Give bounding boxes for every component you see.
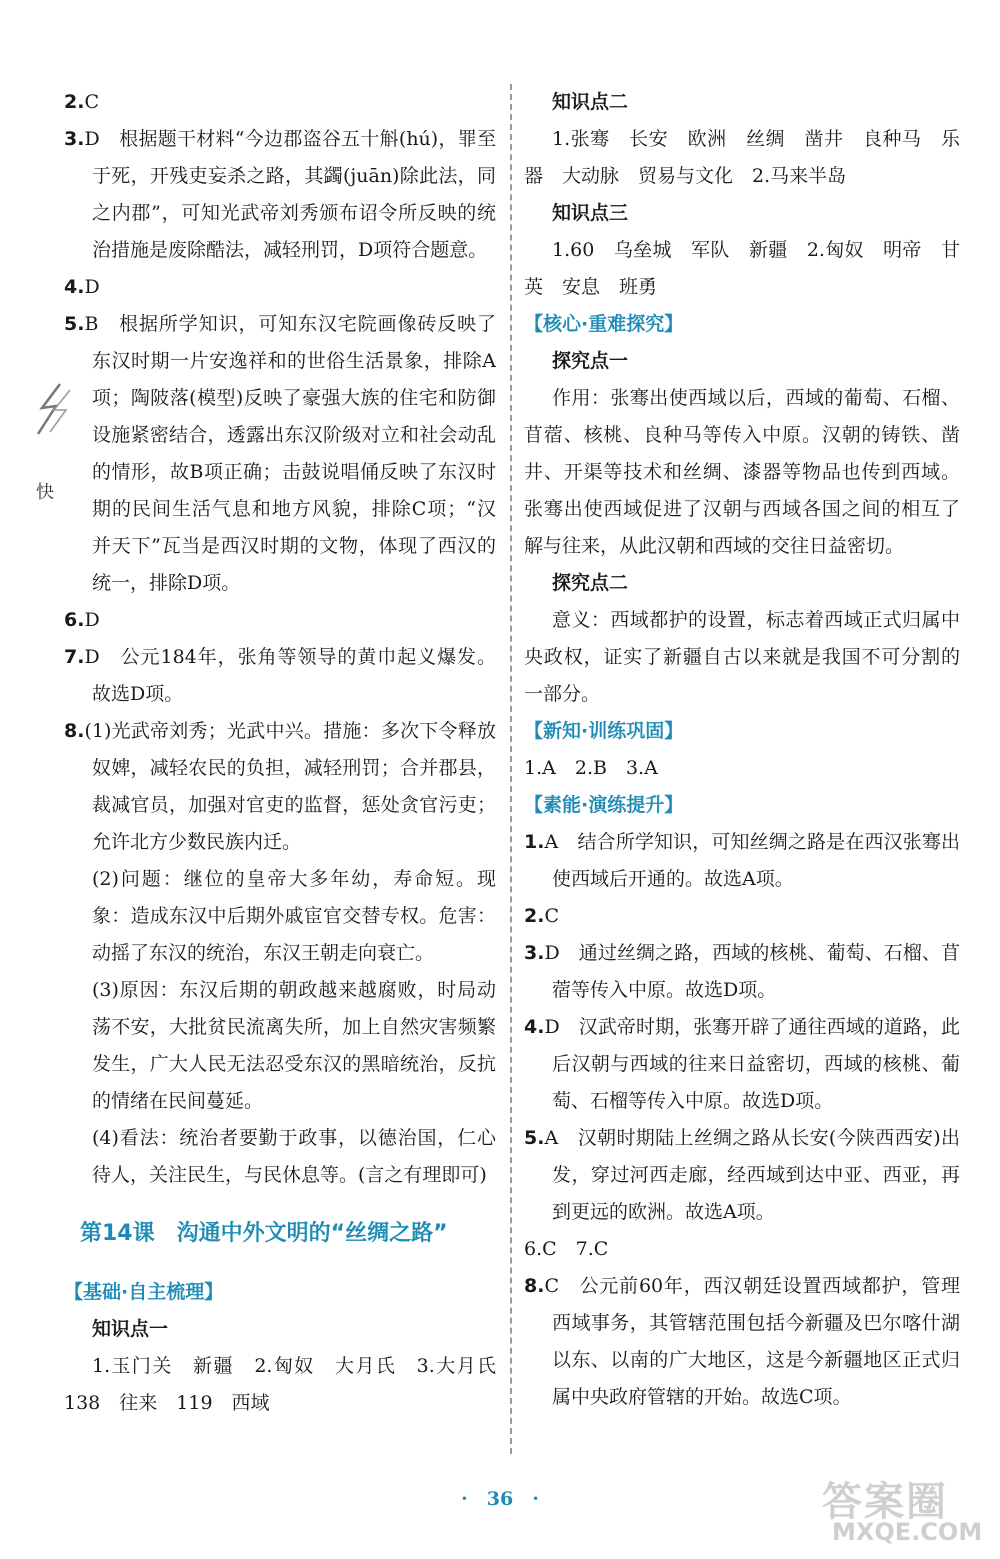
- answer-text: D: [84, 276, 100, 298]
- answer-number: 3.: [524, 942, 545, 964]
- answer-line: 6.C 7.C: [524, 1238, 609, 1260]
- column-divider: [510, 84, 512, 1454]
- answer-text: D: [84, 609, 100, 631]
- paragraph: 作用：张骞出使西域以后，西域的葡萄、石榴、苜蓿、核桃、良种马等传入中原。汉朝的铸铁、凿井、开渠等技术和丝绸、漆器等物品也传到西域。张骞出使西域促进了汉朝与西域各国之间的相互了解与往来，从此汉朝和西域的交往日益密切。: [524, 387, 960, 557]
- paragraph: 1.张骞 长安 欧洲 丝绸 凿井 良种马 乐器 大动脉 贸易与文化 2.马来半岛: [524, 128, 960, 187]
- answer-subitem: (4)看法：统治者要勤于政事，以德治国，仁心待人，关注民生，与民休息等。(言之有理即可): [92, 1127, 496, 1186]
- answer-text: D 公元184年，张角等领导的黄巾起义爆发。故选D项。: [84, 646, 496, 705]
- answer-text: B 根据所学知识，可知东汉宅院画像砖反映了东汉时期一片安逸祥和的世俗生活景象，排除A项；陶陂落(模型)反映了豪强大族的住宅和防御设施紧密结合，透露出东汉阶级对立和社会动乱的情形，故B项正确；击鼓说唱俑反映了东汉时期的民间生活气息和地方风貌，排除C项；“汉并天下”瓦当是西汉时期的文物，体现了西汉的统一，排除D项。: [84, 313, 496, 594]
- answer-item: [524, 1120, 960, 1231]
- answer-text: A 结合所学知识，可知丝绸之路是在西汉张骞出使西域后开通的。故选A项。: [544, 831, 960, 890]
- answer-text: (1)光武帝刘秀；光武中兴。措施：多次下令释放奴婢，减轻农民的负担，减轻刑罚；合并郡县，裁减官员，加强对官吏的监督，惩处贪官污吏；允许北方少数民族内迁。: [84, 720, 496, 853]
- side-watermark: 快: [36, 482, 54, 503]
- answer-line: 1.A 2.B 3.A: [524, 757, 658, 779]
- answer-item: [524, 1009, 960, 1120]
- answer-item: [64, 84, 496, 121]
- answer-item: [524, 1268, 960, 1416]
- answer-number: 1.: [524, 831, 545, 853]
- section-heading: 【新知·训练巩固】: [524, 720, 684, 742]
- answer-subitem: (2)问题：继位的皇帝大多年幼，寿命短。现象：造成东汉中后期外戚宦官交替专权。危害：动摇了东汉的统治，东汉王朝走向衰亡。: [92, 868, 496, 964]
- answer-number: 5.: [524, 1127, 545, 1149]
- page-number: · 36 ·: [461, 1488, 539, 1510]
- watermark-logo-text: 答案圈: [822, 1479, 948, 1525]
- answer-number: 4.: [64, 276, 85, 298]
- answer-text: C: [544, 905, 559, 927]
- watermark-logo: [812, 1470, 988, 1554]
- answer-number: 7.: [64, 646, 85, 668]
- paragraph: 1.60 乌垒城 军队 新疆 2.匈奴 明帝 甘英 安息 班勇: [524, 239, 960, 298]
- answer-item: [64, 602, 496, 639]
- answer-item: [524, 824, 960, 898]
- right-column: [524, 84, 960, 1416]
- section-heading: 【素能·演练提升】: [524, 794, 684, 816]
- section-heading: 【核心·重难探究】: [524, 313, 684, 335]
- answer-number: 2.: [524, 905, 545, 927]
- answer-item: [64, 269, 496, 306]
- lesson-title: 第14课 沟通中外文明的“丝绸之路”: [80, 1221, 448, 1246]
- subsection-heading: 探究点一: [552, 350, 629, 372]
- subsection-heading: 知识点三: [552, 202, 629, 224]
- answer-text: D 通过丝绸之路，西域的核桃、葡萄、石榴、苜蓿等传入中原。故选D项。: [544, 942, 960, 1001]
- section-heading: 【基础·自主梳理】: [64, 1281, 224, 1303]
- answer-subitem: (3)原因：东汉后期的朝政越来越腐败，时局动荡不安，大批贫民流离失所，加上自然灾害频繁发生，广大人民无法忍受东汉的黑暗统治，反抗的情绪在民间蔓延。: [92, 979, 496, 1112]
- answer-text: D 汉武帝时期，张骞开辟了通往西域的道路，此后汉朝与西域的往来日益密切，西域的核桃、葡萄、石榴等传入中原。故选D项。: [544, 1016, 960, 1112]
- subsection-heading: 探究点二: [552, 572, 629, 594]
- answer-item: [64, 639, 496, 713]
- answer-item: [64, 306, 496, 602]
- answer-number: 2.: [64, 91, 85, 113]
- subsection-heading: 知识点一: [92, 1318, 169, 1340]
- answer-item: [524, 935, 960, 1009]
- answer-text: D 根据题干材料“今边郡盗谷五十斛(hú)，罪至于死，开残吏妄杀之路，其蠲(juān)除此法，同之内郡”，可知光武帝刘秀颁布诏令所反映的统治措施是废除酷法，减轻刑罚，D项符合题意。: [84, 128, 496, 261]
- answer-number: 5.: [64, 313, 85, 335]
- left-column: [64, 84, 516, 1422]
- answer-number: 8.: [64, 720, 85, 742]
- paragraph: 意义：西域都护的设置，标志着西域正式归属中央政权，证实了新疆自古以来就是我国不可分割的一部分。: [524, 609, 960, 705]
- answer-number: 3.: [64, 128, 85, 150]
- answer-item: [64, 713, 496, 861]
- paragraph: 1.玉门关 新疆 2.匈奴 大月氏 3.大月氏 138 往来 119 西域: [64, 1355, 516, 1414]
- answer-text: C 公元前60年，西汉朝廷设置西域都护，管理西域事务，其管辖范围包括今新疆及巴尔喀什湖以东、以南的广大地区，这是今新疆地区正式归属中央政府管辖的开始。故选C项。: [544, 1275, 960, 1408]
- answer-text: A 汉朝时期陆上丝绸之路从长安(今陕西西安)出发，穿过河西走廊，经西域到达中亚、西亚，再到更远的欧洲。故选A项。: [544, 1127, 960, 1223]
- watermark-logo-url: MXQE.COM: [832, 1518, 983, 1546]
- scribble-mark-icon: [30, 380, 76, 440]
- answer-number: 8.: [524, 1275, 545, 1297]
- answer-text: C: [84, 91, 99, 113]
- answer-number: 6.: [64, 609, 85, 631]
- answer-number: 4.: [524, 1016, 545, 1038]
- answer-item: [64, 121, 496, 269]
- answer-item: [524, 898, 960, 935]
- subsection-heading: 知识点二: [552, 91, 629, 113]
